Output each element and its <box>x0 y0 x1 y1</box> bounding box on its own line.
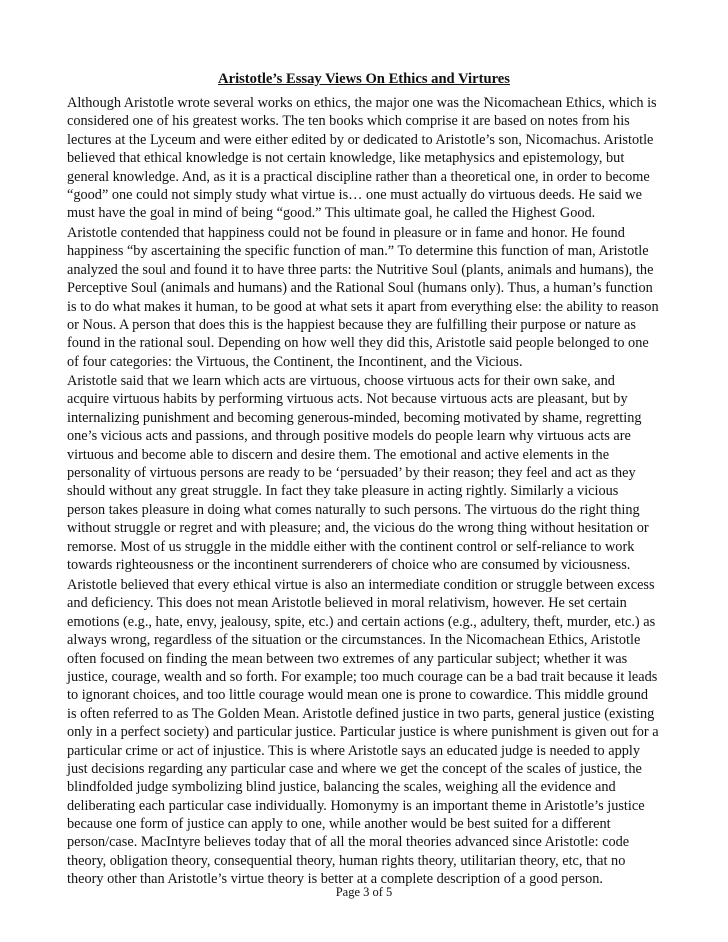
text-line: Aristotle said that we learn which acts are virtuous, choose virtuous acts for their own sake, and <box>67 373 615 389</box>
text-line: towards righteousness or the incontinent surrenderers of choice who are consumed by viciousness. <box>67 556 631 573</box>
text-line: person takes pleasure in doing what comes naturally to such persons. The virtuous do the right thing <box>67 501 640 518</box>
text-line: is to do what makes it human, to be good at what sets it apart from everything else: the ability to reason <box>67 298 659 315</box>
text-line: Aristotle contended that happiness could not be found in pleasure or in fame and honor. He found <box>67 225 625 241</box>
text-line: considered one of his greatest works. The ten books which comprise it are based on notes from his <box>67 113 630 130</box>
document-title: Aristotle’s Essay Views On Ethics and Virtures <box>218 71 510 87</box>
text-line: theory, obligation theory, consequential theory, human rights theory, utilitarian theory, etc, that no <box>67 852 626 869</box>
paragraph-virtuous-acts <box>67 372 666 574</box>
paragraph-nicomachean-ethics <box>67 94 666 223</box>
text-line: Perceptive Soul (animals and humans) and the Rational Soul (humans only). Thus, a human’s function <box>67 280 653 297</box>
text-line: “good” one could not simply study what virtue is… one must actually do virtuous deeds. He said we <box>67 186 642 203</box>
text-line: one’s vicious acts and passions, and through positive models do people learn why virtuous acts are <box>67 428 631 445</box>
text-line: deliberating each particular case individually. Homonymy is an important theme in Aristotle’s justice <box>67 797 645 814</box>
text-line: personality of virtuous persons are ready to be ‘persuaded’ by their reason; they feel and act as they <box>67 464 636 481</box>
paragraph-golden-mean-justice <box>67 576 666 889</box>
text-line: or Nous. A person that does this is the happiest because they are fulfilling their purpose or nature as <box>67 316 636 333</box>
text-line: acquire virtuous habits by performing virtuous acts. Not because virtuous acts are pleasant, but by <box>67 391 628 408</box>
text-line: virtuous and become able to discern and desire them. The emotional and active elements in the <box>67 446 610 463</box>
text-line: should without any great struggle. In fact they take pleasure in acting rightly. Similarly a vicious <box>67 483 619 500</box>
text-line: because one form of justice can apply to one, while another would be best suited for a different <box>67 816 611 833</box>
text-line: believed that ethical knowledge is not certain knowledge, like metaphysics and epistemology, but <box>67 150 625 167</box>
text-line: happiness “by ascertaining the specific function of man.” To determine this function of man, Aristotle <box>67 243 649 260</box>
text-line: theory other than Aristotle’s virtue theory is better at a complete description of a good person. <box>67 871 603 888</box>
text-line: just decisions regarding any particular case and where we get the concept of the scales of justice, the <box>67 760 642 777</box>
text-line: found in the rational soul. Depending on how well they did this, Aristotle said people belonged to one <box>67 335 649 352</box>
text-line: analyzed the soul and found it to have three parts: the Nutritive Soul (plants, animals and humans), the <box>67 261 654 278</box>
text-line: only in a perfect society) and particular justice. Particular justice is where punishment is given out for a <box>67 724 659 741</box>
text-line: is often referred to as The Golden Mean. Aristotle defined justice in two parts, general justice (existing <box>67 705 655 722</box>
paragraph-happiness-function <box>67 224 666 371</box>
text-line: remorse. Most of us struggle in the middle either with the continent control or self-reliance to work <box>67 538 635 555</box>
page-number: Page 3 of 5 <box>335 885 393 899</box>
text-line: Aristotle believed that every ethical virtue is also an intermediate condition or struggle between excess <box>67 577 655 593</box>
text-line: of four categories: the Virtuous, the Continent, the Incontinent, and the Vicious. <box>67 353 523 370</box>
text-line: lectures at the Lyceum and were either edited by or dedicated to Aristotle’s son, Nicomachus. Aristotle <box>67 131 654 148</box>
text-line: internalizing punishment and becoming generous-minded, becoming motivated by shame, regretting <box>67 409 642 426</box>
text-line: justice, courage, wealth and so forth. For example; too much courage can be a bad trait because it leads <box>67 668 658 685</box>
text-line: must have the goal in mind of being “good.” This ultimate goal, he called the Highest Good. <box>67 205 596 222</box>
text-line: blindfolded judge symbolizing blind justice, balancing the scales, weighing all the evidence and <box>67 779 616 796</box>
text-line: emotions (e.g., hate, envy, jealousy, spite, etc.) and certain actions (e.g., adultery, theft, murder, etc.) as <box>67 613 656 630</box>
text-line: to ignorant choices, and too little courage would mean one is prone to cowardice. This middle ground <box>67 687 648 704</box>
text-line: person/case. MacIntyre believes today that of all the moral theories advanced since Aristotle: code <box>67 834 630 851</box>
text-line: Although Aristotle wrote several works on ethics, the major one was the Nicomachean Ethics, which is <box>67 95 657 111</box>
text-line: general knowledge. And, as it is a practical discipline rather than a theoretical one, in order to become <box>67 168 650 185</box>
text-line: often focused on finding the mean between two extremes of any particular subject; whether it was <box>67 650 628 667</box>
text-line: always wrong, regardless of the situation or the circumstances. In the Nicomachean Ethics, Aristotle <box>67 632 641 649</box>
text-line: without struggle or regret and with pleasure; and, the vicious do the wrong thing without hesitation or <box>67 520 649 537</box>
text-line: and deficiency. This does not mean Aristotle believed in moral relativism, however. He set certain <box>67 595 627 612</box>
text-line: particular crime or act of injustice. This is where Aristotle says an educated judge is needed to apply <box>67 742 641 759</box>
